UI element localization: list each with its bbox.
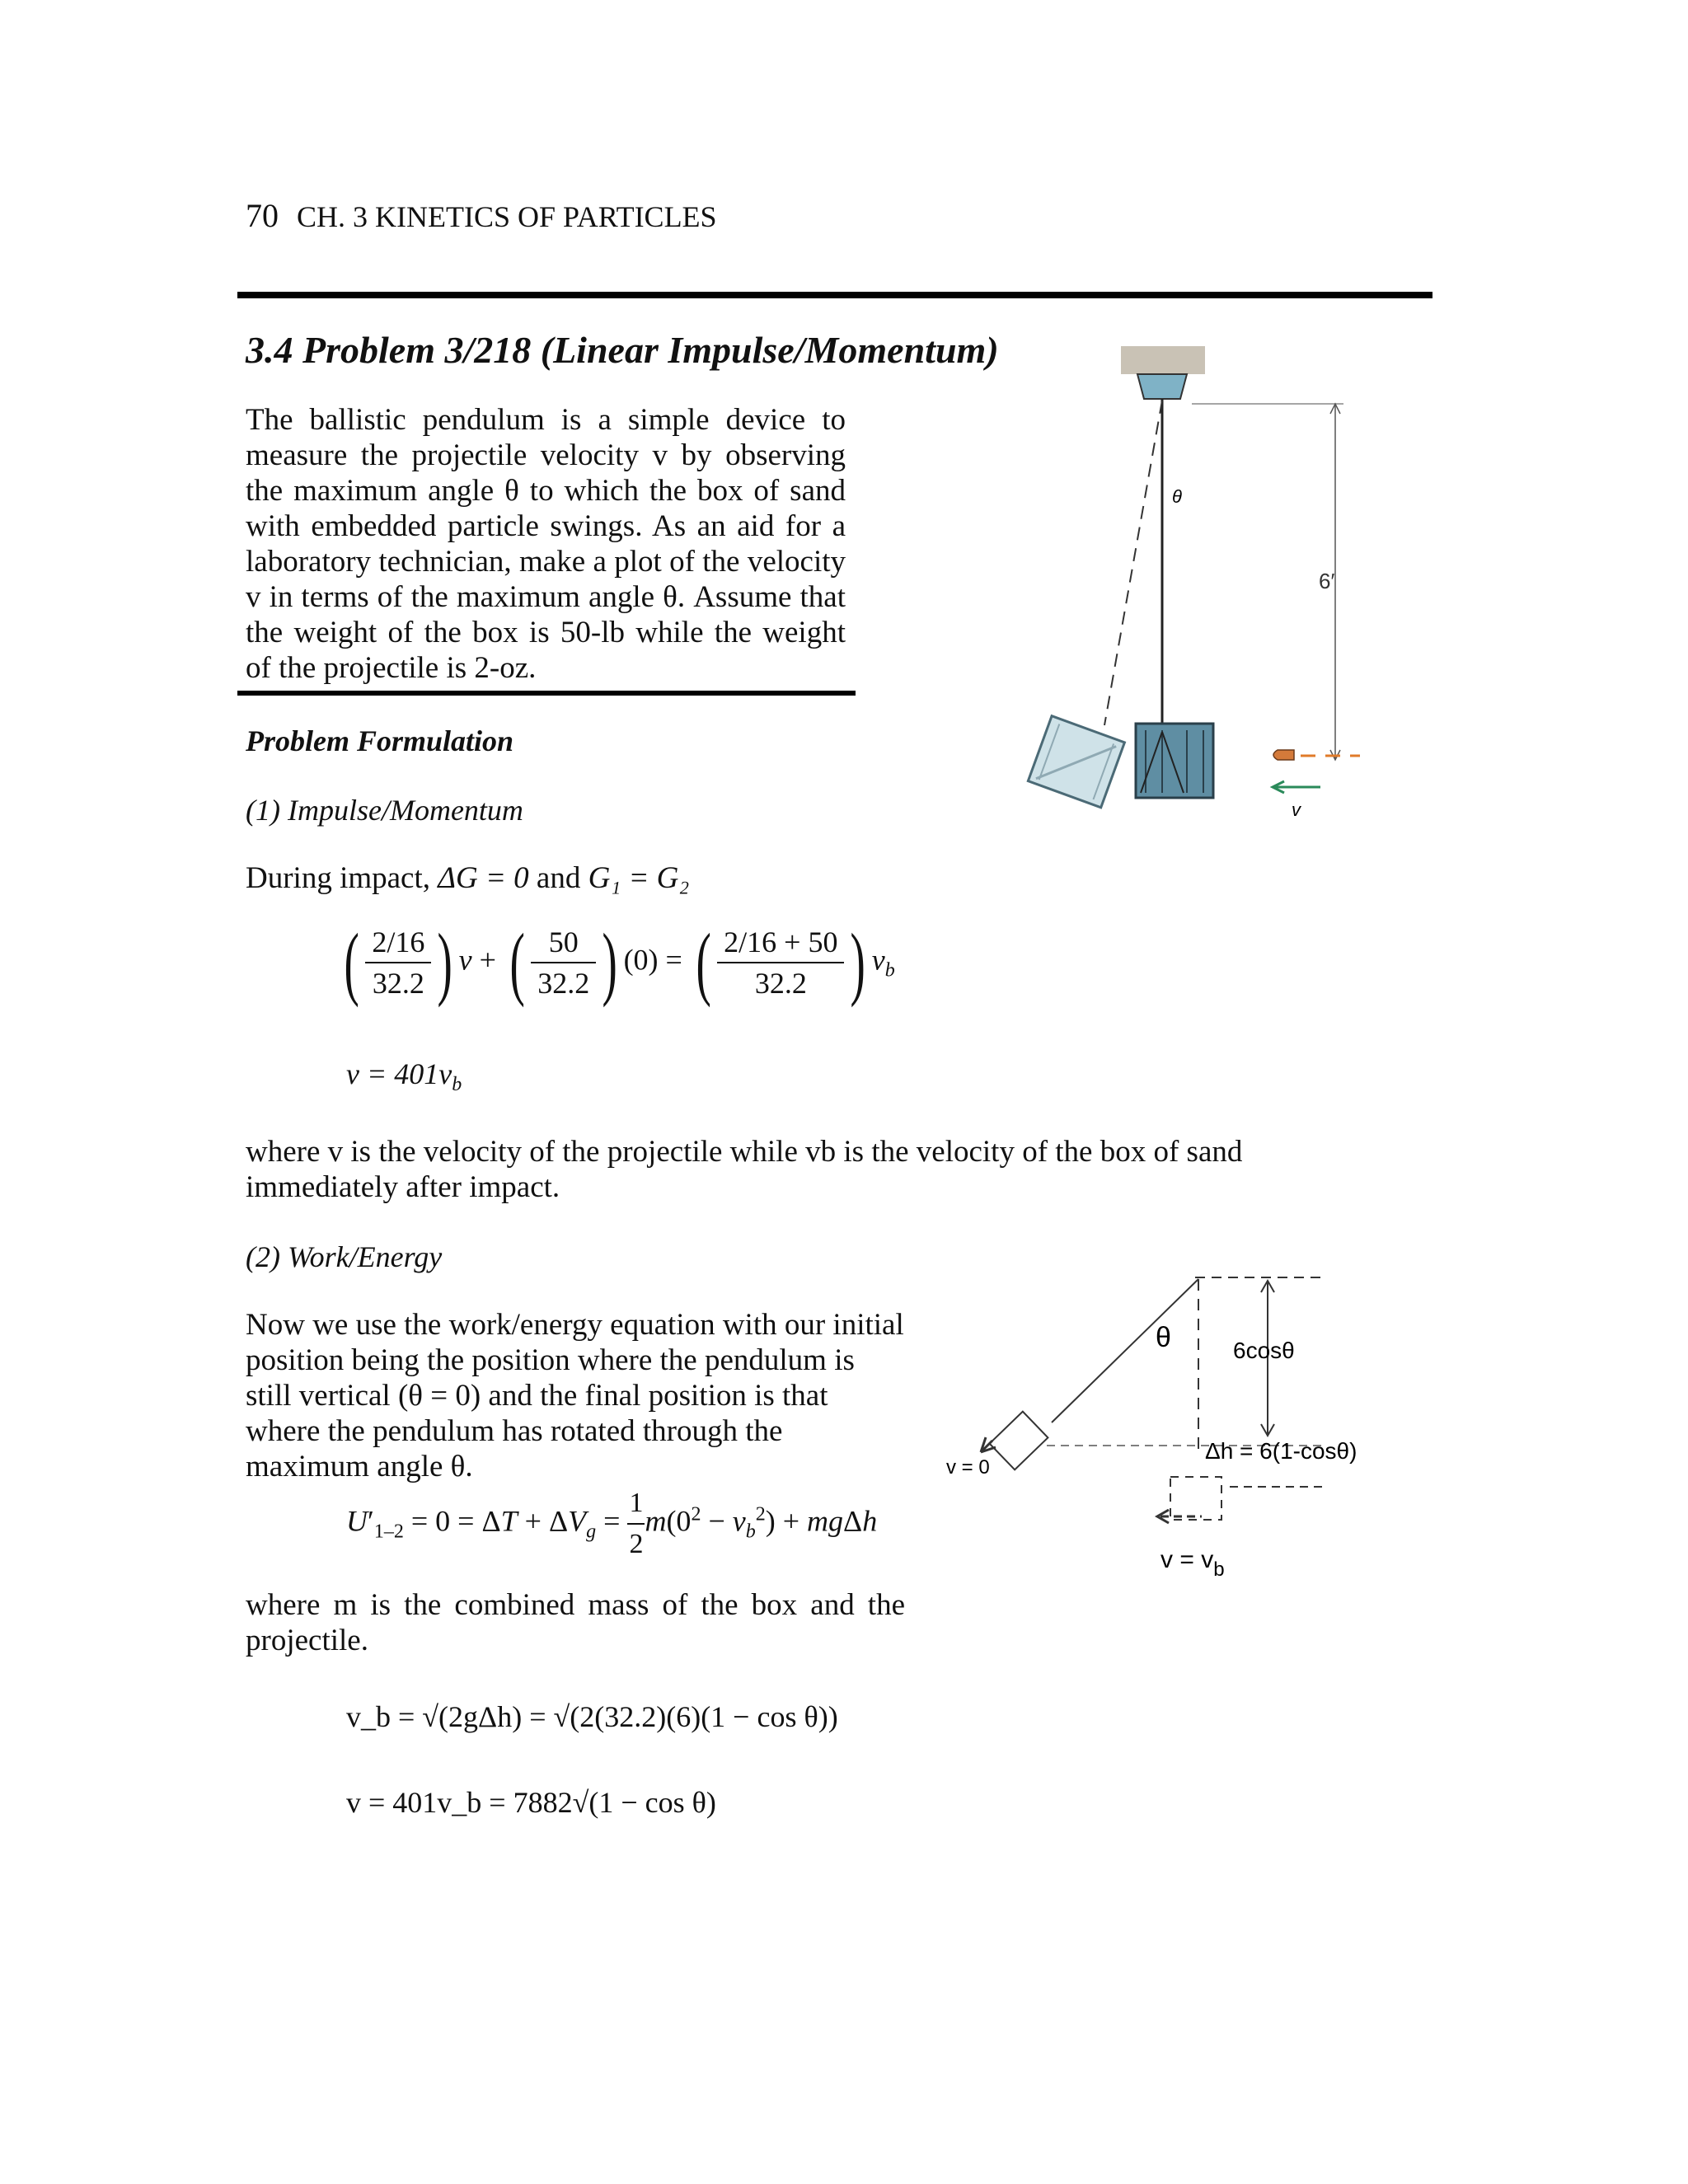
problem-statement: The ballistic pendulum is a simple device to measure the projectile velocity v by observing the maximum angle θ to which the box of sand with embedded particle swings. As an aid for a laboratory technician, make a plot of the velocity v in terms of the maximum angle θ. Assume that the weight of the box is 50-lb while the weight of the projectile is 2-oz. [246, 403, 846, 685]
v-b-label: $v = v_b$ [1160, 1546, 1225, 1581]
swung-rod [1104, 401, 1162, 725]
v-theta-equation: v = 401v_b = 7882√(1 − cos θ) [346, 1786, 716, 1819]
work-energy-equation: $U'_{1-2} = 0 = \Delta T + \Delta V_g$ = $\frac{1}{2}$ $m(0^2 - v_b^2) + mg\Delta h$ [346, 1483, 877, 1564]
header-rule [237, 292, 1432, 298]
impulse-explanation: where v is the velocity of the projectile while vb is the velocity of the box of sand immediately after impact. [246, 1135, 1243, 1204]
impulse-heading: (1) Impulse/Momentum [246, 794, 523, 827]
section-title: 3.4 Problem 3/218 (Linear Impulse/Momentum) [246, 329, 999, 371]
length-label: 6′ [1319, 569, 1335, 593]
impact-condition: During impact, ΔG = 0 and G₁ = G₂ [246, 861, 690, 895]
momentum-equation: ( $\frac{2/16}{32.2}$ ) v + ( $\frac{50}{32.2}$ ) (0) = ( $\frac{2/16 + 50}{32.2}$ ) $v_b$ [344, 916, 895, 1008]
swung-box-outline [990, 1412, 1048, 1470]
problem-formulation-heading: Problem Formulation [246, 724, 514, 757]
running-header [246, 196, 717, 235]
height-label: 6cosθ [1233, 1338, 1295, 1363]
theta-label-2: θ [1156, 1322, 1171, 1353]
sand-box [1136, 724, 1213, 798]
velocity-ratio-equation: $v = 401v_b$ [346, 1057, 462, 1096]
v-zero-label: v = 0 [946, 1456, 990, 1479]
work-energy-paragraph: Now we use the work/energy equation with our initial position being the position where the pendulum is still vertical (θ = 0) and the final position is that where the pendulum has rotated through the maximum angle θ. [246, 1308, 904, 1483]
work-energy-heading: (2) Work/Energy [246, 1240, 443, 1273]
mass-note: where m is the combined mass of the box and the projectile. [246, 1588, 905, 1657]
swing-geometry-figure [940, 1261, 1401, 1607]
chapter-title: CH. 3 KINETICS OF PARTICLES [297, 200, 717, 233]
bottom-box-outline [1170, 1477, 1221, 1520]
swung-string [1052, 1279, 1198, 1422]
pendulum-figure [1022, 338, 1409, 824]
statement-rule [237, 691, 856, 696]
vb-equation: v_b = √(2gΔh) = √(2(32.2)(6)(1 − cos θ)) [346, 1700, 838, 1733]
swung-box [1028, 716, 1124, 808]
projectile [1273, 750, 1294, 760]
ceiling-mount [1121, 346, 1205, 374]
theta-label-1: θ [1172, 486, 1182, 507]
pivot-block [1137, 374, 1187, 399]
page-number: 70 [246, 197, 279, 234]
v-label-1: v [1292, 799, 1301, 820]
delta-h-label: Δh = 6(1-cosθ) [1205, 1438, 1357, 1464]
